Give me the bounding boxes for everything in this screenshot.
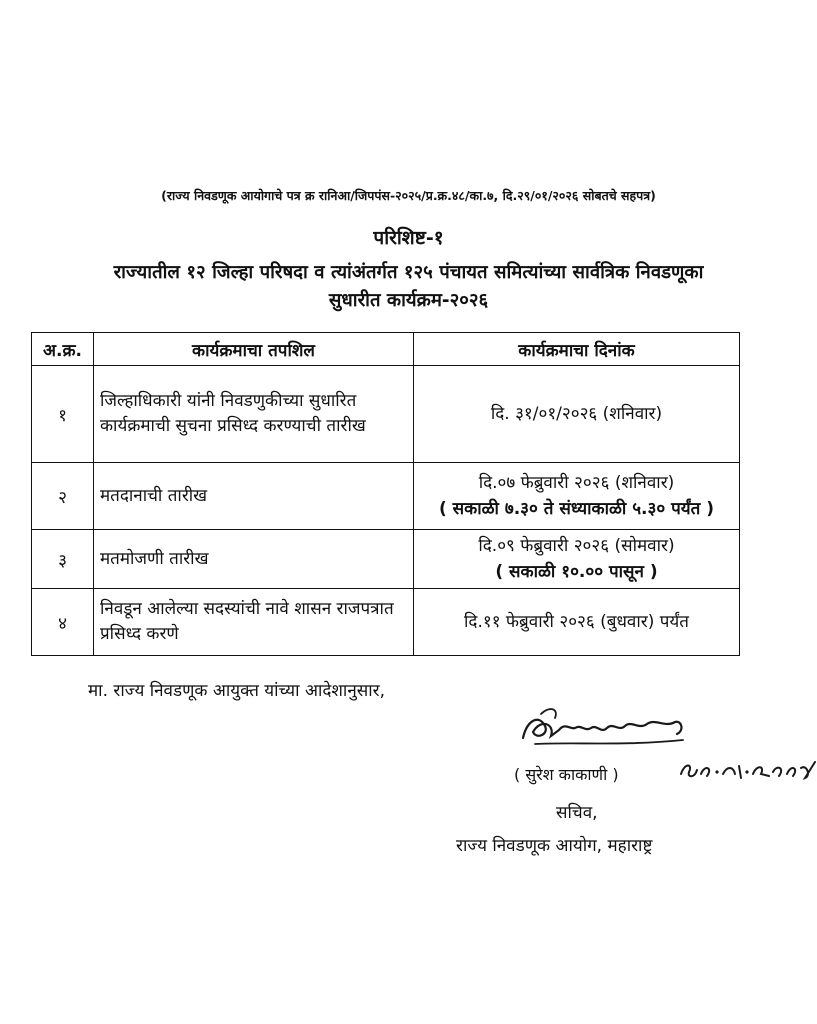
row-detail: जिल्हाधिकारी यांनी निवडणुकीच्या सुधारित कार्यक्रमाची सुचना प्रसिध्द करण्याची तारीख xyxy=(94,366,414,463)
signer-designation: सचिव, xyxy=(556,803,598,823)
row-date-text: दि.११ फेब्रुवारी २०२६ (बुधवार) पर्यंत xyxy=(464,612,689,632)
row-date-text: दि.०७ फेब्रुवारी २०२६ (शनिवार) xyxy=(478,473,675,493)
header-detail: कार्यक्रमाचा तपशिल xyxy=(94,333,414,366)
signature-image xyxy=(515,700,695,756)
row-date-note: ( सकाळी ७.३० ते संध्याकाळी ५.३० पर्यंत ) xyxy=(438,499,715,519)
row-date xyxy=(414,366,740,463)
schedule-table xyxy=(31,332,740,656)
row-detail: मतमोजणी तारीख xyxy=(94,530,414,589)
row-date xyxy=(414,463,740,530)
document-heading xyxy=(0,259,817,315)
table-row xyxy=(32,463,740,530)
signer-office: राज्य निवडणूक आयोग, महाराष्ट्र xyxy=(456,836,653,856)
annex-title: परिशिष्ट-१ xyxy=(373,227,444,249)
row-date-text: दि.०९ फेब्रुवारी २०२६ (सोमवार) xyxy=(478,536,675,556)
heading-line-1: राज्यातील १२ जिल्हा परिषदा व त्यांअंतर्गत १२५ पंचायत समित्यांच्या सार्वत्रिक निवडणूका xyxy=(113,262,704,283)
row-serial: १ xyxy=(32,366,94,463)
row-detail: निवडून आलेल्या सदस्यांची नावे शासन राजपत्रात प्रसिध्द करणे xyxy=(94,589,414,656)
reference-line: (राज्य निवडणूक आयोगाचे पत्र क्र रानिआ/जिपपंस-२०२५/प्र.क्र.४८/का.७, दि.२९/०१/२०२६ सोबतचे सहपत्र) xyxy=(161,188,656,203)
order-line: मा. राज्य निवडणूक आयुक्त यांच्या आदेशानुसार, xyxy=(88,681,386,701)
row-detail: मतदानाची तारीख xyxy=(94,463,414,530)
row-serial: २ xyxy=(32,463,94,530)
signer-name: ( सुरेश काकाणी ) xyxy=(514,765,619,784)
row-date-text: दि. ३१/०१/२०२६ (शनिवार) xyxy=(490,404,663,424)
row-serial: ४ xyxy=(32,589,94,656)
table-row xyxy=(32,366,740,463)
header-serial: अ.क्र. xyxy=(32,333,94,366)
header-date: कार्यक्रमाचा दिनांक xyxy=(414,333,740,366)
row-date xyxy=(414,530,740,589)
table-row xyxy=(32,589,740,656)
row-serial: ३ xyxy=(32,530,94,589)
table-row xyxy=(32,530,740,589)
row-date xyxy=(414,589,740,656)
handwritten-date xyxy=(677,752,817,786)
row-date-note: ( सकाळी १०.०० पासून ) xyxy=(495,562,658,582)
heading-line-2: सुधारीत कार्यक्रम-२०२६ xyxy=(328,290,489,311)
table-header-row xyxy=(32,333,740,366)
